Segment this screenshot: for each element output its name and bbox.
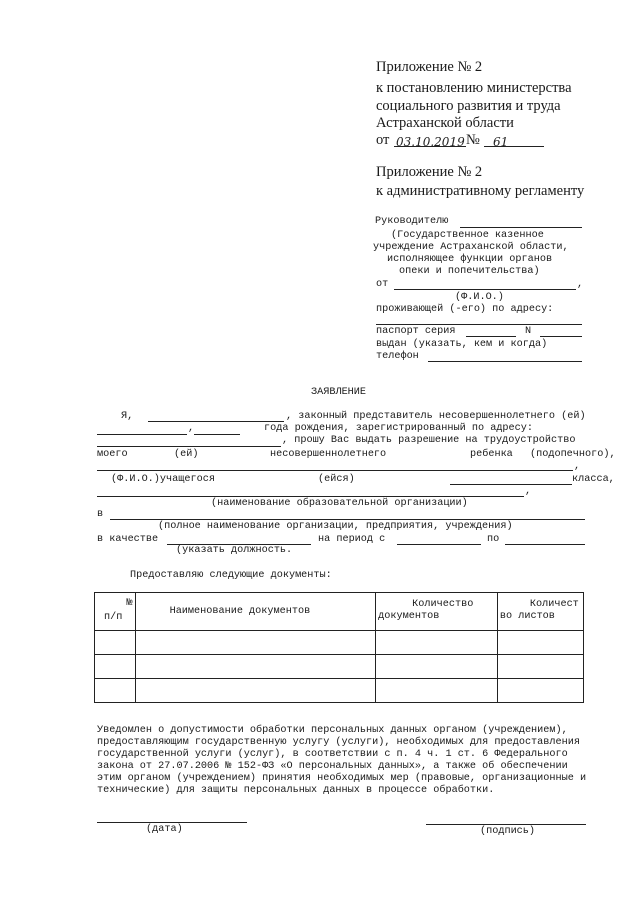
appendix-line: к административному регламенту (376, 183, 585, 199)
representative-name-field[interactable] (148, 421, 284, 422)
header-qty (376, 593, 498, 631)
residing-label: проживающей (-его) по адресу: (376, 304, 554, 315)
period-end-field[interactable] (505, 544, 585, 545)
table-cell[interactable] (376, 679, 498, 703)
header-qty-line: Количество (412, 599, 474, 610)
consent-line: предоставляющим государственную услугу (услуги), необходимых для предоставления (97, 737, 580, 748)
applicant-name-field[interactable] (394, 289, 576, 290)
agency-line: опеки и попечительства) (399, 266, 540, 277)
passport-number-label: N (525, 326, 532, 337)
header-qty-line: документов (378, 611, 440, 622)
date-field[interactable] (97, 822, 247, 823)
birth-year-field[interactable] (194, 434, 240, 435)
issued-label: выдан (указать, кем и когда) (376, 339, 548, 350)
consent-line: закона от 27.07.2006 № 152-ФЗ «О персональных данных», а также об обеспечении (97, 761, 568, 772)
table-cell[interactable] (135, 679, 376, 703)
table-cell[interactable] (376, 655, 498, 679)
consent-line: технические) для защиты персональных данных в процессе обработки. (97, 785, 495, 796)
header-sheets-line: во листов (499, 611, 555, 622)
handwritten-date: 03.10.2019 (396, 135, 465, 149)
header-name: Наименование документов (135, 593, 376, 631)
body-text: по (487, 534, 500, 545)
period-start-field[interactable] (397, 544, 481, 545)
body-text: (Ф.И.О.)учащегося (111, 474, 215, 485)
body-text: на период с (318, 534, 386, 545)
comma: , (577, 279, 584, 290)
fio-hint: (Ф.И.О.) (455, 292, 504, 303)
consent-line: государственной услуги (услуг), в соответствии с п. 4 ч. 1 ст. 6 Федерального (97, 749, 568, 760)
employer-field[interactable] (110, 519, 585, 520)
appendix-line: к постановлению министерства (376, 80, 572, 96)
passport-number-field[interactable] (540, 336, 582, 337)
school-field[interactable] (97, 496, 524, 497)
signature-field[interactable] (426, 824, 586, 825)
appendix-from-label: от (376, 132, 390, 148)
body-text: (ейся) (318, 474, 355, 485)
to-label: Руководителю (375, 216, 449, 227)
table-cell[interactable] (95, 679, 136, 703)
body-text: , прошу Вас выдать разрешение на трудоустройство (282, 435, 576, 446)
child-name-field[interactable] (97, 434, 187, 435)
header-sheets (497, 593, 583, 631)
table-row (95, 655, 584, 679)
recipient-field[interactable] (460, 227, 582, 228)
from-label: от (376, 279, 389, 290)
company-hint: (полное наименование организации, предприятия, учреждения) (158, 521, 513, 532)
table-cell[interactable] (95, 631, 136, 655)
phone-label: телефон (376, 351, 419, 362)
comma: , (525, 486, 532, 497)
document-title: ЗАЯВЛЕНИЕ (311, 387, 367, 398)
body-text: моего (97, 449, 128, 460)
appendix-line: социального развития и труда (376, 98, 561, 114)
body-text: (ей) (174, 449, 199, 460)
body-text: несовершеннолетнего (270, 449, 387, 460)
consent-line: этим органом (учреждением) принятия необходимых мер (правовые, организационные и (97, 773, 587, 784)
registration-address-field[interactable] (97, 446, 281, 447)
table-row (95, 631, 584, 655)
comma: , (574, 461, 581, 472)
address-field[interactable] (376, 324, 582, 325)
body-text: (подопечного), (530, 449, 616, 460)
table-cell[interactable] (497, 655, 583, 679)
number-sign: № (126, 598, 133, 609)
appendix-title: Приложение № 2 (376, 164, 483, 180)
grade-field[interactable] (450, 484, 572, 485)
header-num-label: п/п (104, 612, 123, 623)
table-header-row (95, 593, 584, 631)
table-cell[interactable] (135, 655, 376, 679)
date-hint: (дата) (146, 824, 183, 835)
student-name-field[interactable] (97, 470, 573, 471)
number-underline (484, 146, 544, 147)
body-text: в (97, 509, 104, 520)
signature-hint: (подпись) (480, 826, 536, 837)
agency-line: (Государственное казенное (391, 230, 544, 241)
org-hint: (наименование образовательной организации) (211, 498, 468, 509)
body-text: класса, (572, 474, 615, 485)
body-text (264, 423, 588, 435)
documents-intro: Предоставляю следующие документы: (130, 570, 332, 581)
passport-series-label: паспорт серия (376, 326, 456, 337)
table-row (95, 679, 584, 703)
position-hint: (указать должность. (176, 545, 293, 556)
documents-table (94, 592, 584, 703)
agency-line: учреждение Астраханской области, (373, 242, 569, 253)
comma: , (188, 423, 195, 434)
date-underline (394, 146, 466, 147)
table-cell[interactable] (497, 679, 583, 703)
handwritten-number: 61 (493, 135, 509, 149)
appendix-title: Приложение № 2 (376, 59, 483, 75)
appendix-line: Астраханской области (376, 115, 514, 131)
consent-line: Уведомлен о допустимости обработки персональных данных органом (учреждением), (97, 725, 568, 736)
header-num (95, 593, 136, 631)
table-cell[interactable] (497, 631, 583, 655)
table-cell[interactable] (95, 655, 136, 679)
number-sign: № (466, 132, 480, 148)
phone-field[interactable] (428, 361, 582, 362)
body-text: Я, (121, 411, 134, 422)
passport-series-field[interactable] (466, 336, 516, 337)
birth-year-text: года рождения, зарегистрированный по адресу: (264, 423, 533, 434)
table-cell[interactable] (376, 631, 498, 655)
table-cell[interactable] (135, 631, 376, 655)
body-text: ребенка (470, 449, 513, 460)
header-sheets-line: Количест (529, 599, 579, 610)
agency-line: исполняющее функции органов (387, 254, 553, 265)
body-text: , законный представитель несовершеннолетнего (ей) (286, 411, 586, 422)
body-text: в качестве (97, 534, 159, 545)
